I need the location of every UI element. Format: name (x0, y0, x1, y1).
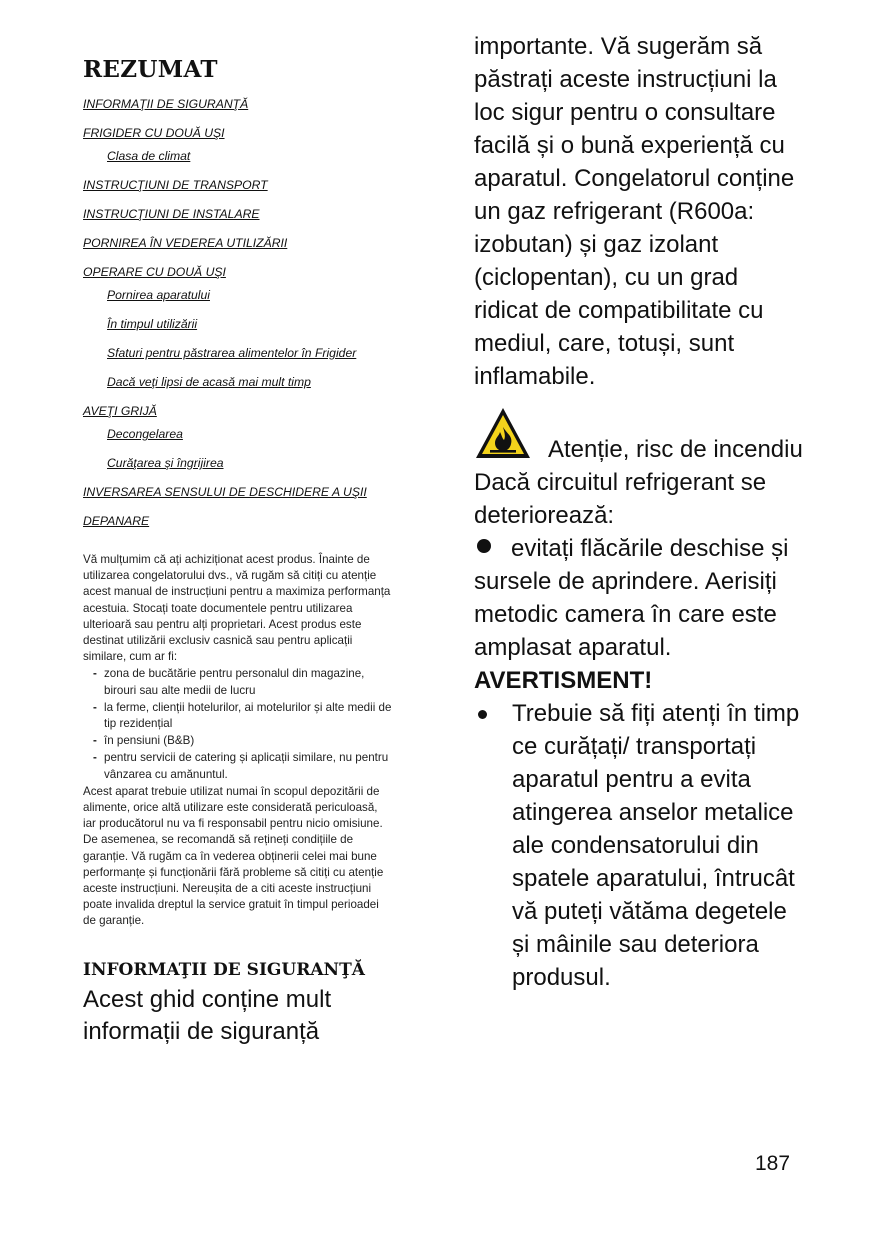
intro-paragraph: Acest aparat trebuie utilizat numai în scopul depozitării de alimente, orice altă utilizare este considerată periculoasă, iar producătorul nu va fi responsabil pentru nicio omisiune. De asemenea, se recomandă să rețineți condițiile de garanție. Vă rugăm ca în vederea obținerii celei mai bune performanțe și funcționării fără probleme să citiți cu atenție aceste instrucțiuni. Nereușita de a citi aceste instrucțiuni poate invalida dreptul la service gratuit în timpul perioadei de garanție. (83, 784, 384, 928)
toc-item[interactable]: PORNIREA ÎN VEDEREA UTILIZĂRII (83, 236, 288, 250)
list-item: - zona de bucătărie pentru personalul din magazine, birouri sau alte medii de lucru (93, 667, 365, 697)
usage-list (83, 666, 393, 782)
fire-warning (474, 405, 804, 466)
toc-item[interactable]: FRIGIDER CU DOUĂ UŞI (83, 126, 225, 140)
safety-paragraph: importante. Vă sugerăm să păstrați aceste instrucțiuni la loc sigur pentru o consultare facilă și o bună experiență cu aparatul. Congelatorul conține un gaz refrigerant (R600a: izobutan) și gaz izolant (ciclopentan), cu un grad ridicat de compatibilitate cu mediul, care, totuși, sunt inflamabile. (474, 33, 795, 390)
right-column (474, 30, 804, 994)
toc-subitem[interactable]: Decongelarea (107, 427, 183, 441)
bullet-dot-icon (478, 710, 487, 719)
dash-marker: - (93, 700, 97, 714)
page-number: 187 (755, 1152, 791, 1175)
toc-subitem[interactable]: Dacă veţi lipsi de acasă mai mult timp (107, 375, 311, 389)
toc-subitem[interactable]: Curăţarea şi îngrijirea (107, 456, 224, 470)
circuit-text: Dacă circuitul refrigerant se deteriorează: (474, 469, 767, 529)
toc-item[interactable]: DEPANARE (83, 514, 150, 528)
bullet-dot-icon (477, 539, 491, 553)
table-of-contents (83, 97, 393, 528)
intro-text (83, 552, 393, 930)
intro-paragraph: Vă mulțumim că ați achiziționat acest produs. Înainte de utilizarea congelatorului dvs., vă rugăm să citiți cu atenție acest manual de instrucțiuni pentru a maximiza performanța acestuia. Stocați toate documentele pentru utilizarea ulterioară sau pentru alți proprietari. Acest produs este destinat utilizării exclusiv casnică sau pentru aplicații similare, cum ar fi: (83, 553, 391, 664)
warning-title: AVERTISMENT! (474, 667, 653, 694)
toc-subitem[interactable]: Pornirea aparatului (107, 288, 210, 302)
toc-item[interactable]: INSTRUCŢIUNI DE INSTALARE (83, 207, 260, 221)
dash-marker: - (93, 751, 97, 765)
toc-subitem[interactable]: Clasa de climat (107, 149, 191, 163)
avoid-instruction: evitați flăcările deschise și sursele de aprindere. Aerisiți metodic camera în care este amplasat aparatul. (474, 535, 789, 661)
toc-item[interactable]: INFORMAŢII DE SIGURANŢĂ (83, 97, 249, 111)
list-item: - în pensiuni (B&B) (83, 733, 393, 749)
toc-subitem[interactable]: În timpul utilizării (107, 317, 198, 331)
toc-item[interactable]: INSTRUCŢIUNI DE TRANSPORT (83, 178, 268, 192)
safety-text: Acest ghid conține mult informații de siguranță (83, 985, 332, 1045)
list-item: - la ferme, clienții hotelurilor, ai motelurilor și alte medii de tip rezidențial (93, 700, 392, 731)
flammable-warning-icon (474, 405, 532, 461)
toc-item[interactable]: OPERARE CU DOUĂ UŞI (83, 265, 226, 279)
toc-subitem[interactable]: Sfaturi pentru păstrarea alimentelor în Frigider (107, 346, 357, 360)
toc-title: REZUMAT (83, 56, 218, 83)
fire-warning-text: Atenție, risc de incendiu (548, 436, 803, 463)
safety-section-title: INFORMAŢII DE SIGURANŢĂ (83, 959, 365, 980)
toc-item[interactable]: AVEŢI GRIJĂ (83, 404, 157, 418)
dash-marker: - (93, 734, 97, 748)
left-column (83, 50, 393, 1048)
warning-bullet: Trebuie să fiți atenți în timp ce curățați/ transportați aparatul pentru a evita atingerea anselor metalice ale condensatorului din spatele aparatului, întrucât vă puteți vătăma degetele și mâinile sau deteriora produsul. (474, 697, 804, 994)
dash-marker: - (93, 667, 97, 681)
list-item: - pentru servicii de catering și aplicații similare, nu pentru vânzarea cu amănuntul. (93, 751, 389, 781)
toc-item[interactable]: INVERSAREA SENSULUI DE DESCHIDERE A UŞII (83, 485, 367, 499)
